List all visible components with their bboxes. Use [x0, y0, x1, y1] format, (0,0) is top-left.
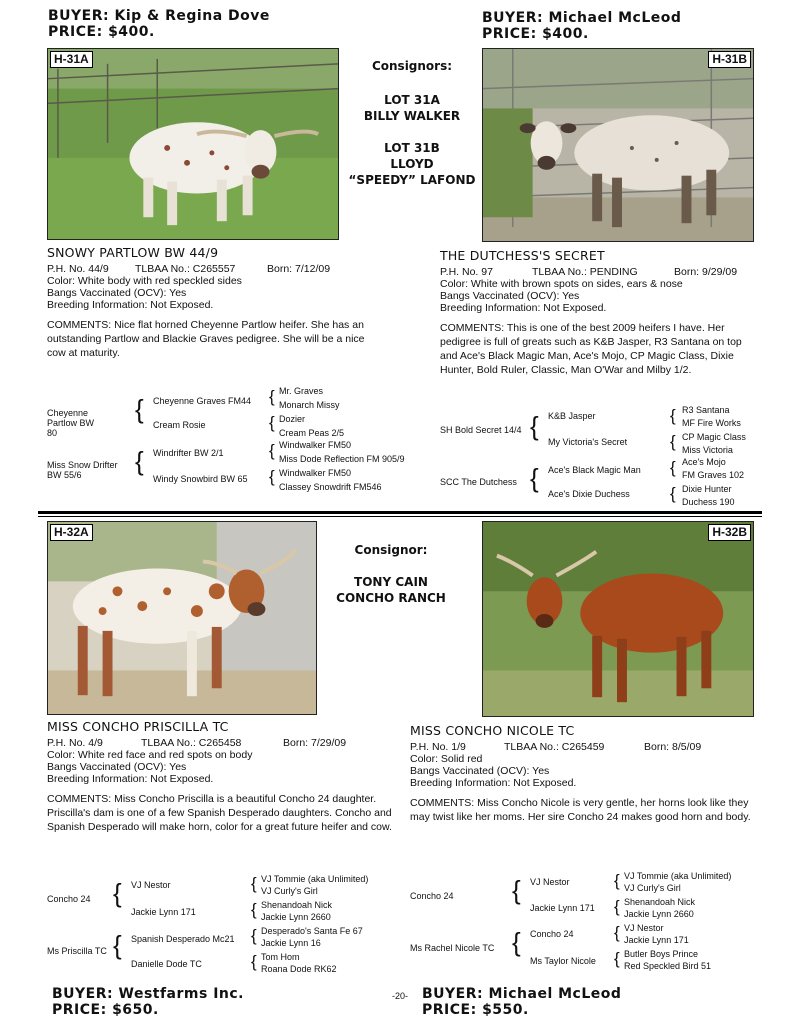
pedigree-sds: CP Magic Class — [682, 432, 746, 442]
pedigree-dss: Desperado's Santa Fe 67 — [261, 926, 363, 936]
consignor-name: LLOYD — [390, 157, 434, 171]
pedigree-dam: Miss Snow Drifter BW 55/6 — [47, 460, 118, 480]
pedigree-dds: Windwalker FM50 — [279, 468, 352, 478]
animal-info — [47, 737, 397, 785]
pedigree-ddd: Classey Snowdrift FM546 — [279, 482, 382, 492]
animal-details-32a — [47, 720, 397, 834]
pedigree-sss: VJ Tommie (aka Unlimited) — [624, 871, 732, 881]
pedigree-ds: Spanish Desperado Mc21 — [131, 934, 235, 944]
consignor-name: “SPEEDY” LAFOND — [348, 173, 476, 187]
born-date: Born: 8/5/09 — [644, 741, 702, 753]
price-label: PRICE: — [422, 1002, 477, 1018]
pedigree-ds: Windrifter BW 2/1 — [153, 448, 224, 458]
pedigree-dss: Windwalker FM50 — [279, 440, 352, 450]
pedigree-dam: SCC The Dutchess — [440, 477, 517, 487]
price-label: PRICE: — [48, 24, 103, 40]
animal-name: MISS CONCHO PRISCILLA TC — [47, 719, 229, 734]
animal-name: THE DUTCHESS'S SECRET — [440, 248, 605, 263]
animal-details-31b — [440, 249, 760, 377]
tlbaa-number: TLBAA No.: C265459 — [504, 741, 605, 753]
consignors-block — [344, 58, 480, 188]
tlbaa-number: TLBAA No.: C265458 — [141, 737, 242, 749]
ph-number: P.H. No. 1/9 — [410, 741, 466, 753]
buyer-name: Kip & Regina Dove — [114, 8, 270, 24]
buyer-32a — [52, 986, 244, 1018]
buyer-label: BUYER: — [52, 986, 114, 1002]
pedigree-sss: R3 Santana — [682, 405, 730, 415]
buyer-name: Westfarms Inc. — [118, 986, 244, 1002]
page-number: -20- — [392, 991, 409, 1001]
born-date: Born: 7/12/09 — [267, 263, 331, 275]
animal-info — [440, 266, 760, 314]
comments: COMMENTS: Miss Concho Nicole is very gentle, her horns look like they may twist like her moms. Her sire Concho 24 makes good horn and body. — [410, 797, 751, 823]
tlbaa-number: TLBAA No.: PENDING — [532, 266, 638, 278]
buyer-label: BUYER: — [48, 8, 110, 24]
buyer-label: BUYER: — [482, 10, 544, 26]
comments: COMMENTS: This is one of the best 2009 heifers I have. Her pedigree is full of greats such as K&B Jasper, R3 Santana on top and Ace's Black Magic Man, Ace's Mojo, CP Magic Class, Dixie Hunter, Bold Ruler, Classic, Man O'War and Milby 1/2. — [440, 322, 742, 376]
pedigree-sss: VJ Tommie (aka Unlimited) — [261, 874, 369, 884]
pedigree-31b: SH Bold Secret 14/4 { K&B Jasper My Victoria's Secret { R3 Santana MF Fire Works { CP Magic Class Miss Victoria SCC The Dutchess { Ace's Black Magic Man Ace's Dixie Duchess { Ace's Mojo FM Graves 102 { Dixie Hunter Duchess 190 — [440, 405, 746, 507]
consignor-name: BILLY WALKER — [363, 109, 461, 123]
lot-tag: H-31A — [50, 51, 93, 68]
pedigree-dd: Windy Snowbird BW 65 — [153, 474, 248, 484]
price-label: PRICE: — [52, 1002, 107, 1018]
bangs-line: Bangs Vaccinated (OCV): Yes — [440, 290, 580, 302]
consignors-heading: Consignors: — [371, 59, 453, 73]
price-value: $400. — [542, 26, 589, 42]
pedigree-dds: Dixie Hunter — [682, 484, 732, 494]
breeding-line: Breeding Information: Not Exposed. — [47, 773, 214, 785]
pedigree-dsd: Miss Dode Reflection FM 905/9 — [279, 454, 405, 464]
pedigree-sd: My Victoria's Secret — [548, 437, 628, 447]
pedigree-32b: Concho 24 { VJ Nestor Jackie Lynn 171 { VJ Tommie (aka Unlimited) VJ Curly's Girl { Shenandoah Nick Jackie Lynn 2660 Ms Rachel Nicole TC { Concho 24 Ms Taylor Nicole { VJ Nestor Jackie Lynn 171 { Butler Boys Prince Red Speckled Bird 51 — [410, 871, 732, 971]
born-date: Born: 9/29/09 — [674, 266, 738, 278]
pedigree-dd: Ace's Dixie Duchess — [548, 489, 630, 499]
bangs-line: Bangs Vaccinated (OCV): Yes — [410, 765, 550, 777]
cattle-photo-32a — [47, 521, 317, 715]
lot-tag: H-31B — [708, 51, 751, 68]
buyer-31a — [48, 8, 270, 40]
buyer-label: BUYER: — [422, 986, 484, 1002]
pedigree-sd: Cream Rosie — [153, 420, 206, 430]
pedigree-ds: Concho 24 — [530, 929, 574, 939]
pedigree-sire: SH Bold Secret 14/4 — [440, 425, 522, 435]
pedigree-sds: Shenandoah Nick — [261, 900, 333, 910]
pedigree-sdd: Jackie Lynn 2660 — [624, 909, 694, 919]
pedigree-sss: Mr. Graves — [279, 386, 324, 396]
pedigree-sdd: Miss Victoria — [682, 445, 733, 455]
consignor-lot: LOT 31A — [384, 93, 440, 107]
lot-tag: H-32B — [708, 524, 751, 541]
buyer-name: Michael McLeod — [548, 10, 682, 26]
pedigree-dam: Ms Priscilla TC — [47, 946, 107, 956]
pedigree-ssd: MF Fire Works — [682, 418, 741, 428]
price-label: PRICE: — [482, 26, 537, 42]
bangs-line: Bangs Vaccinated (OCV): Yes — [47, 761, 187, 773]
pedigree-dsd: Jackie Lynn 171 — [624, 935, 689, 945]
color-line: Color: White with brown spots on sides, ears & nose — [440, 278, 683, 290]
pedigree-32a: Concho 24 { VJ Nestor Jackie Lynn 171 { VJ Tommie (aka Unlimited) VJ Curly's Girl { Shenandoah Nick Jackie Lynn 2660 Ms Priscilla TC { Spanish Desperado Mc21 Danielle Dode TC { Desperado's Santa Fe 67 Jackie Lynn 16 { Tom Hom Roana Dode RK62 — [47, 874, 369, 974]
cattle-photo-31a — [47, 48, 339, 240]
pedigree-dss: VJ Nestor — [624, 923, 664, 933]
pedigree-dd: Danielle Dode TC — [131, 959, 202, 969]
pedigree-ssd: VJ Curly's Girl — [261, 886, 318, 896]
consignor-name: TONY CAIN — [354, 575, 428, 589]
breeding-line: Breeding Information: Not Exposed. — [410, 777, 577, 789]
born-date: Born: 7/29/09 — [283, 737, 347, 749]
pedigree-dds: Butler Boys Prince — [624, 949, 699, 959]
animal-name: SNOWY PARTLOW BW 44/9 — [47, 245, 219, 260]
section-divider — [38, 511, 762, 514]
pedigree-dds: Tom Hom — [261, 952, 300, 962]
animal-info — [410, 741, 760, 789]
ph-number: P.H. No. 4/9 — [47, 737, 103, 749]
pedigree-ds: Ace's Black Magic Man — [548, 465, 641, 475]
pedigree-sire: Concho 24 — [47, 894, 91, 904]
pedigree-sdd: Jackie Lynn 2660 — [261, 912, 331, 922]
cattle-photo-31b — [482, 48, 754, 242]
buyer-name: Michael McLeod — [488, 986, 622, 1002]
pedigree-ddd: Roana Dode RK62 — [261, 964, 337, 974]
breeding-line: Breeding Information: Not Exposed. — [47, 299, 214, 311]
pedigree-sire: Cheyenne Partlow BW 80 — [47, 408, 95, 438]
animal-info — [47, 263, 377, 311]
pedigree-ss: Cheyenne Graves FM44 — [153, 396, 252, 406]
price-value: $650. — [112, 1002, 159, 1018]
pedigree-dsd: FM Graves 102 — [682, 470, 745, 480]
tlbaa-number: TLBAA No.: C265557 — [135, 263, 236, 275]
price-value: $550. — [482, 1002, 529, 1018]
consignor-ranch: CONCHO RANCH — [336, 591, 446, 605]
pedigree-dd: Ms Taylor Nicole — [530, 956, 596, 966]
color-line: Color: White red face and red spots on body — [47, 749, 253, 761]
pedigree-ss: VJ Nestor — [131, 880, 171, 890]
breeding-line: Breeding Information: Not Exposed. — [440, 302, 607, 314]
pedigree-sd: Jackie Lynn 171 — [530, 903, 595, 913]
color-line: Color: White body with red speckled sides — [47, 275, 242, 287]
buyer-31b — [482, 10, 681, 42]
price-value: $400. — [108, 24, 155, 40]
consignor-heading: Consignor: — [354, 543, 428, 557]
animal-name: MISS CONCHO NICOLE TC — [410, 723, 575, 738]
animal-details-31a — [47, 246, 377, 360]
ph-number: P.H. No. 97 — [440, 266, 493, 278]
cattle-photo-32b — [482, 521, 754, 717]
lot-tag: H-32A — [50, 524, 93, 541]
color-line: Color: Solid red — [410, 753, 483, 765]
pedigree-ddd: Duchess 190 — [682, 497, 735, 507]
comments: COMMENTS: Miss Concho Priscilla is a beautiful Concho 24 daughter. Priscilla's dam is one of a few Spanish Desperado daughters. Concho and Spanish Desperado will make horn, color for a great future heifer and cow. — [47, 793, 392, 833]
comments: COMMENTS: Nice flat horned Cheyenne Partlow heifer. She has an outstanding Partlow and Blackie Graves pedigree. She will be a nice cow at maturity. — [47, 319, 365, 359]
consignor-lot: LOT 31B — [384, 141, 440, 155]
pedigree-dss: Ace's Mojo — [682, 457, 726, 467]
pedigree-sdd: Cream Peas 2/5 — [279, 428, 345, 438]
animal-details-32b — [410, 724, 760, 824]
pedigree-sd: Jackie Lynn 171 — [131, 907, 196, 917]
pedigree-dsd: Jackie Lynn 16 — [261, 938, 321, 948]
pedigree-ss: K&B Jasper — [548, 411, 596, 421]
section-divider — [38, 516, 762, 517]
pedigree-sds: Shenandoah Nick — [624, 897, 696, 907]
ph-number: P.H. No. 44/9 — [47, 263, 109, 275]
bangs-line: Bangs Vaccinated (OCV): Yes — [47, 287, 187, 299]
pedigree-sds: Dozier — [279, 414, 306, 424]
pedigree-dam: Ms Rachel Nicole TC — [410, 943, 495, 953]
pedigree-ssd: Monarch Missy — [279, 400, 340, 410]
consignor-block — [322, 542, 460, 606]
pedigree-ddd: Red Speckled Bird 51 — [624, 961, 712, 971]
pedigree-ss: VJ Nestor — [530, 877, 570, 887]
pedigree-31a: Cheyenne Partlow BW 80 { Cheyenne Graves FM44 Cream Rosie { Mr. Graves Monarch Missy { Dozier Cream Peas 2/5 Miss Snow Drifter BW 55/6 { Windrifter BW 2/1 Windy Snowbird BW 65 { Windwalker FM50 Miss Dode Reflection FM 905/9 { Windwalker FM50 Classey Snowdrift FM546 — [47, 386, 405, 492]
pedigree-ssd: VJ Curly's Girl — [624, 883, 681, 893]
buyer-32b — [422, 986, 621, 1018]
pedigree-sire: Concho 24 — [410, 891, 454, 901]
